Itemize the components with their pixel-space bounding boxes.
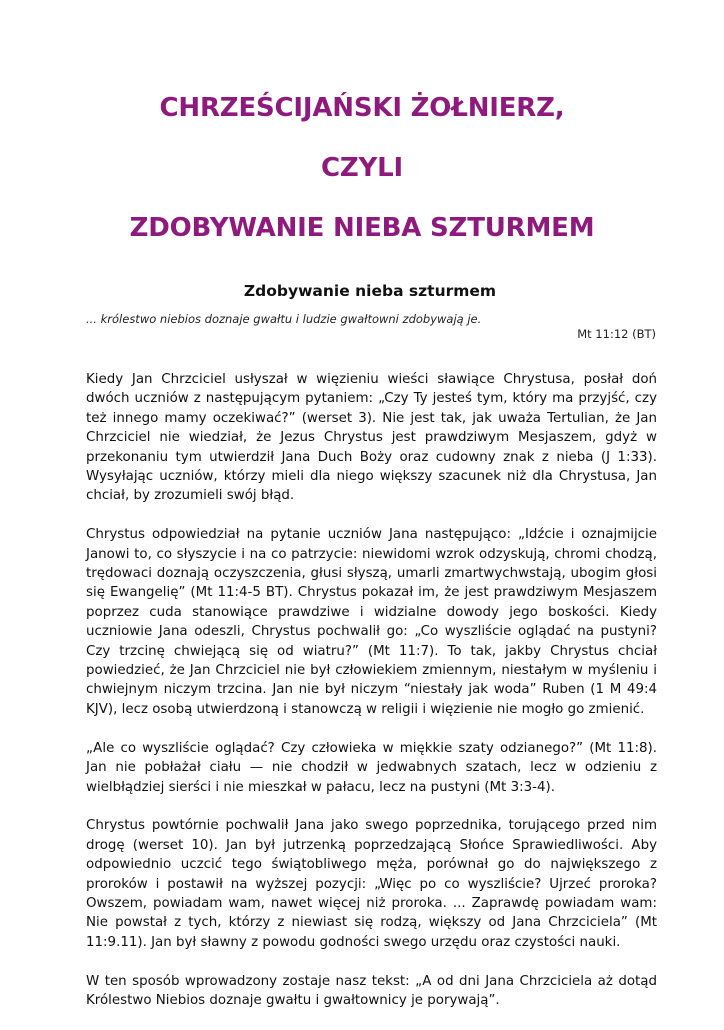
paragraph-1: Kiedy Jan Chrzciciel usłyszał w więzieniu wieści sławiące Chrystusa, posłał doń dwóch uczniów z następującym pytaniem: „Czy Ty jesteś tym, który ma przyjść, czy też innego mamy oczekiwać?” (werset 3). Nie jest tak, jak uważa Tertulian, że Jan Chrzciciel nie wiedział, że Jezus Chrystus jest prawdziwym Mesjaszem, gdyż w przekonaniu tym utwierdził Jana Duch Boży oraz cudowny znak z nieba (J 1:33). Wysyłając uczniów, którzy mieli dla niego większy szacunek niż dla Chrystusa, Jan chciał, by zrozumieli swój błąd. [86, 372, 657, 504]
title-line-3: ZDOBYWANIE NIEBA SZTURMEM [129, 213, 595, 243]
epigraph: ... królestwo niebios doznaje gwałtu i ludzie gwałtowni zdobywają je. [86, 312, 482, 326]
body-text [86, 370, 657, 1030]
title-line-1: CHRZEŚCIJAŃSKI ŻOŁNIERZ, [159, 93, 565, 123]
paragraph-3: „Ale co wyszliście oglądać? Czy człowieka w miękkie szaty odzianego?” (Mt 11:8). Jan nie pobłażał ciału — nie chodził w jedwabnych szatach, lecz w odzieniu z wielbłądziej sierści i nie mieszkał w pałacu, lecz na pustyni (Mt 3:3-4). [86, 740, 657, 795]
epigraph-citation: Mt 11:12 (BT) [577, 327, 656, 341]
paragraph-2: Chrystus odpowiedział na pytanie uczniów Jana następująco: „Idźcie i oznajmijcie Janowi to, co słyszycie i na co patrzycie: niewidomi wzrok odzyskują, chromi chodzą, trędowaci doznają oczyszczenia, głusi słyszą, umarli zmartwychwstają, ubogim głosi się Ewangelię” (Mt 11:4-5 BT). Chrystus pokazał im, że jest prawdziwym Mesjaszem poprzez cuda stanowiące prawdziwe i widzialne dowody jego boskości. Kiedy uczniowie Jana odeszli, Chrystus pochwalił go: „Co wyszliście oglądać na pustyni? Czy trzcinę chwiejącą się od wiatru?” (Mt 11:7). To tak, jakby Chrystus chciał powiedzieć, że Jan Chrzciciel nie był człowiekiem zmiennym, niestałym w myśleniu i chwiejnym niczym trzcina. Jan nie był niczym “niestały jak woda” Ruben (1 M 49:4 KJV), lecz osobą utwierdzoną i stanowczą w religii i więzienie nie mogło go zmienić. [86, 527, 657, 717]
section-heading: Zdobywanie nieba szturmem [243, 282, 497, 300]
document-title [60, 78, 664, 258]
title-line-2: CZYLI [320, 153, 403, 183]
paragraph-4: Chrystus powtórnie pochwalił Jana jako swego poprzednika, torującego przed nim drogę (werset 10). Jan był jutrzenką poprzedzającą Słońce Sprawiedliwości. Aby odpowiednio uczcić tego świątobliwego męża, porównał go do największego z proroków i postawił na wyższej pozycji: „Więc po co wyszliście? Ujrzeć proroka? Owszem, powiadam wam, nawet więcej niż proroka. ... Zaprawdę powiadam wam: Nie powstał z tych, którzy z niewiast się rodzą, większy od Jana Chrzciciela” (Mt 11:9.11). Jan był sławny z powodu godności swego urzędu oraz czystości nauki. [86, 818, 657, 950]
paragraph-5: W ten sposób wprowadzony zostaje nasz tekst: „A od dni Jana Chrzciciela aż dotąd Królestwo Niebios doznaje gwałtu i gwałtownicy je porywają”. [86, 973, 657, 1008]
